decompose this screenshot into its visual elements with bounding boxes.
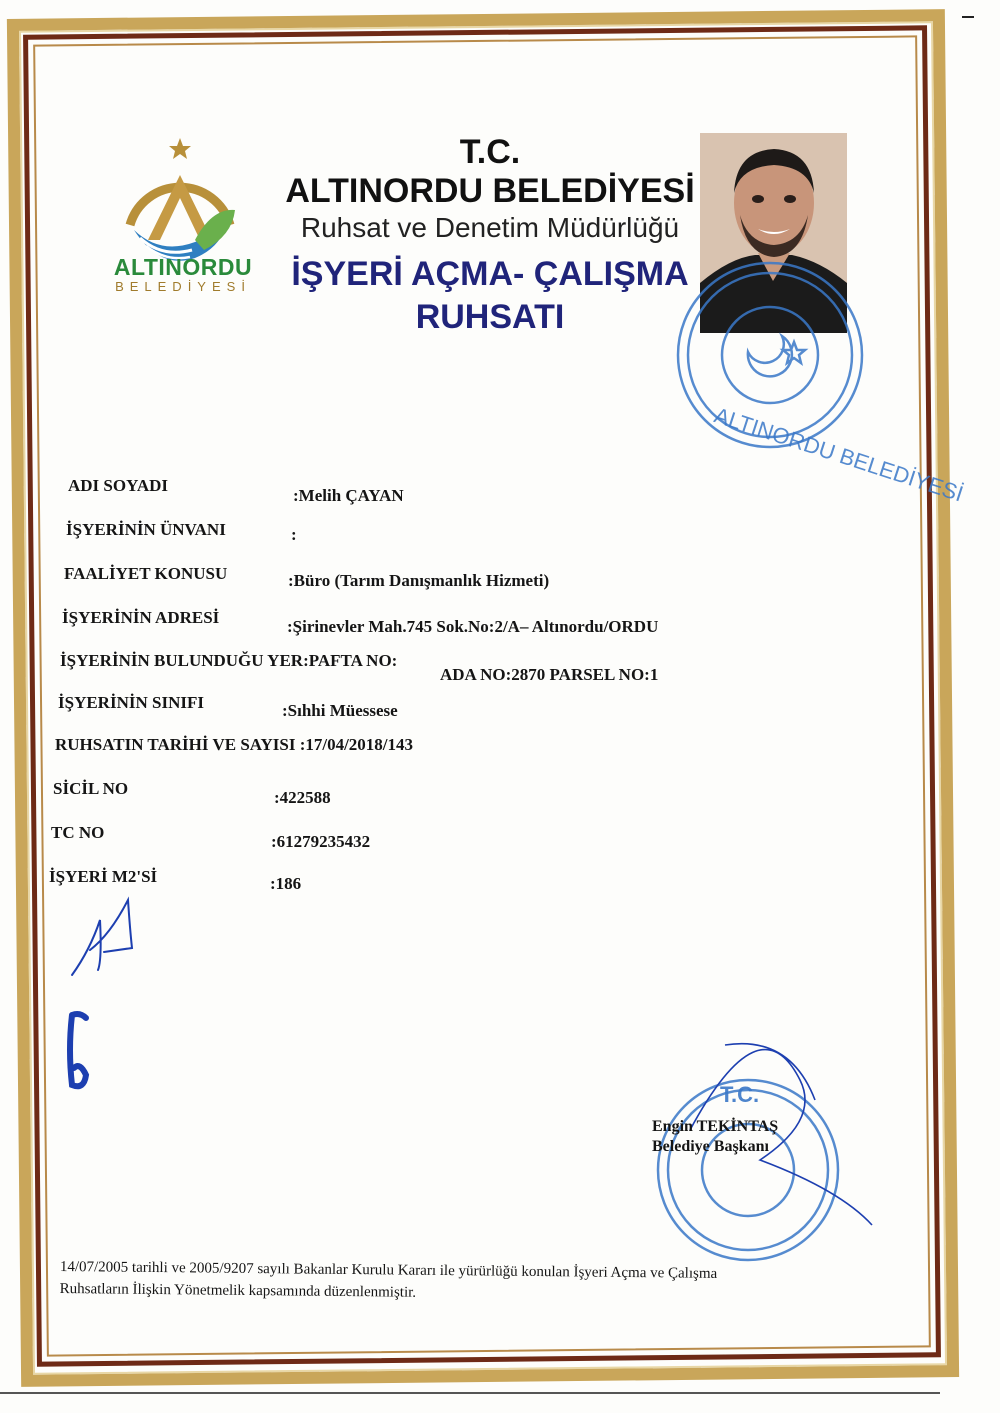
field-label: SİCİL NO [53, 779, 129, 798]
stamp-text: ALTINORDU BELEDİYESİ [711, 402, 967, 507]
field-value: :Büro (Tarım Danışmanlık Hizmeti) [288, 571, 550, 590]
field-value: :61279235432 [271, 832, 371, 851]
field-label: İŞYERİNİN ADRESİ [62, 608, 220, 627]
field-label: İŞYERİNİN ÜNVANI [66, 520, 226, 539]
signatory-name: Engin TEKİNTAŞ [652, 1118, 779, 1135]
field-value: ADA NO:2870 PARSEL NO:1 [440, 665, 659, 684]
license-title-line2: RUHSATI [415, 298, 565, 336]
handwritten-initials-icon [60, 890, 160, 1090]
field-label: ADI SOYADI [68, 476, 168, 495]
scan-artifact-top [962, 16, 974, 18]
footnote-line2: Ruhsatların İlişkin Yönetmelik kapsamında düzenlenmiştir. [59, 1280, 417, 1301]
logo-wordmark [108, 255, 258, 295]
logo-name: ALTINORDU [113, 254, 253, 280]
field-value: :Melih ÇAYAN [293, 486, 404, 505]
field-label: RUHSATIN TARİHİ VE SAYISI :17/04/2018/143 [55, 735, 414, 754]
field-label: İŞYERİNİN BULUNDUĞU YER:PAFTA NO: [60, 651, 398, 670]
field-value: :422588 [274, 788, 331, 807]
field-value: :Şirinevler Mah.745 Sok.No:2/A– Altınordu/ORDU [287, 617, 659, 636]
field-label: İŞYERİNİN SINIFI [58, 693, 204, 712]
signatory-title: Belediye Başkanı [652, 1138, 769, 1155]
field-label: İŞYERİ M2'Sİ [49, 867, 158, 886]
scan-artifact-bottom [0, 1392, 940, 1394]
field-label: FAALİYET KONUSU [64, 564, 228, 583]
logo-subtitle: BELEDİYESİ [115, 279, 251, 294]
field-value: :186 [270, 874, 302, 893]
official-stamp-icon [670, 300, 967, 507]
legal-footnote [60, 1256, 820, 1308]
field-value: :Sıhhi Müessese [282, 701, 398, 720]
stamp-center-text: T.C. [720, 1082, 760, 1107]
footnote-line1: 14/07/2005 tarihli ve 2005/9207 sayılı Bakanlar Kurulu Kararı ile yürürlüğü konulan İşyeri Açma ve Çalışma [59, 1258, 718, 1282]
field-label: TC NO [51, 823, 105, 842]
header-municipality: ALTINORDU BELEDİYESİ [285, 172, 695, 210]
header-tc: T.C. [459, 133, 521, 171]
signatory [652, 1117, 778, 1157]
license-title-line1: İŞYERİ AÇMA- ÇALIŞMA [291, 255, 689, 293]
field-value: : [291, 525, 297, 544]
header-department: Ruhsat ve Denetim Müdürlüğü [300, 212, 680, 243]
